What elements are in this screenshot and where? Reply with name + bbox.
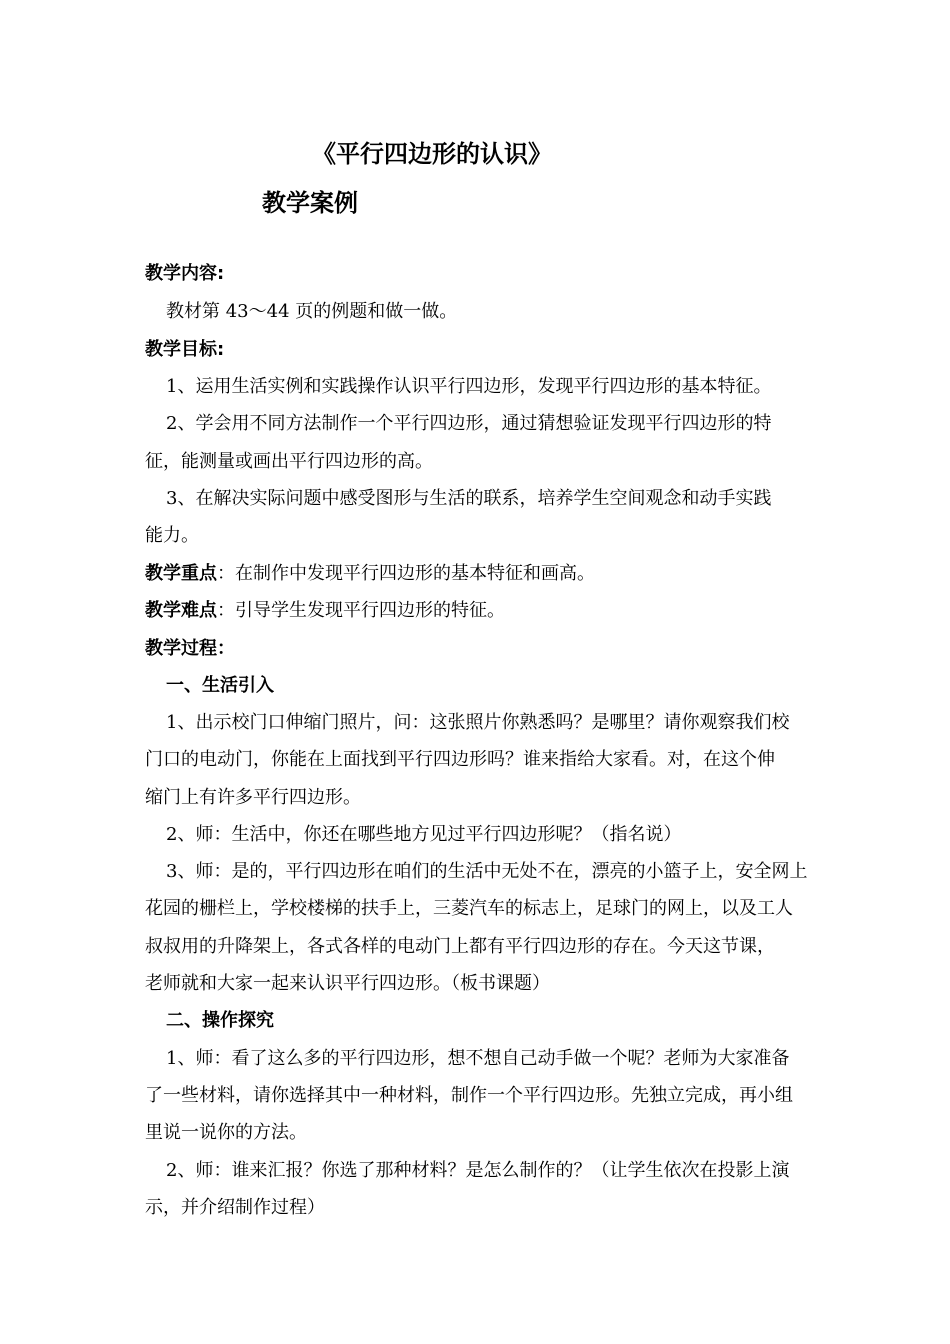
s1-p2: 2、师：生活中，你还在哪些地方见过平行四边形呢？（指名说）	[166, 824, 682, 845]
section-1-heading: 一、生活引入	[166, 675, 274, 696]
difficulty-text: ：引导学生发现平行四边形的特征。	[217, 600, 505, 621]
s2-p1-line-1: 1、师：看了这么多的平行四边形，想不想自己动手做一个呢？老师为大家准备	[166, 1048, 790, 1069]
goal-3-line-2: 能力。	[145, 525, 199, 546]
s2-p2-line-2: 示，并介绍制作过程）	[145, 1197, 325, 1218]
content-heading: 教学内容:	[145, 263, 225, 284]
s1-p1-line-1: 1、出示校门口伸缩门照片，问：这张照片你熟悉吗？是哪里？请你观察我们校	[166, 712, 790, 733]
s1-p3-line-3: 叔叔用的升降架上，各式各样的电动门上都有平行四边形的存在。今天这节课，	[145, 936, 775, 957]
s2-p1-line-3: 里说一说你的方法。	[145, 1122, 307, 1143]
s1-p1-line-2: 门口的电动门，你能在上面找到平行四边形吗？谁来指给大家看。对，在这个伸	[145, 749, 775, 770]
process-heading: 教学过程：	[145, 638, 235, 659]
content-text: 教材第 43～44 页的例题和做一做。	[166, 301, 458, 322]
goal-2-line-2: 征，能测量或画出平行四边形的高。	[145, 451, 433, 472]
goal-1: 1、运用生活实例和实践操作认识平行四边形，发现平行四边形的基本特征。	[166, 376, 772, 397]
s1-p1-line-3: 缩门上有许多平行四边形。	[145, 787, 361, 808]
goals-heading: 教学目标:	[145, 339, 225, 360]
document-title: 《平行四边形的认识》	[312, 140, 552, 168]
s2-p2-line-1: 2、师：谁来汇报？你选了那种材料？是怎么制作的？（让学生依次在投影上演	[166, 1160, 790, 1181]
s1-p3-line-2: 花园的栅栏上，学校楼梯的扶手上，三菱汽车的标志上，足球门的网上，以及工人	[145, 898, 793, 919]
document-subtitle: 教学案例	[262, 189, 358, 217]
s2-p1-line-2: 了一些材料，请你选择其中一种材料，制作一个平行四边形。先独立完成，再小组	[145, 1085, 793, 1106]
section-2-heading: 二、操作探究	[166, 1010, 274, 1031]
s1-p3-line-1: 3、师：是的，平行四边形在咱们的生活中无处不在，漂亮的小篮子上，安全网上	[166, 861, 808, 882]
goal-2-line-1: 2、学会用不同方法制作一个平行四边形，通过猜想验证发现平行四边形的特	[166, 413, 772, 434]
key-point-text: ：在制作中发现平行四边形的基本特征和画高。	[217, 563, 595, 584]
key-point-label: 教学重点	[145, 563, 217, 584]
difficulty-point	[145, 601, 810, 621]
key-point	[145, 564, 810, 584]
goal-3-line-1: 3、在解决实际问题中感受图形与生活的联系，培养学生空间观念和动手实践	[166, 488, 772, 509]
difficulty-label: 教学难点	[145, 600, 217, 621]
s1-p3-line-4: 老师就和大家一起来认识平行四边形。（板书课题）	[145, 973, 550, 994]
